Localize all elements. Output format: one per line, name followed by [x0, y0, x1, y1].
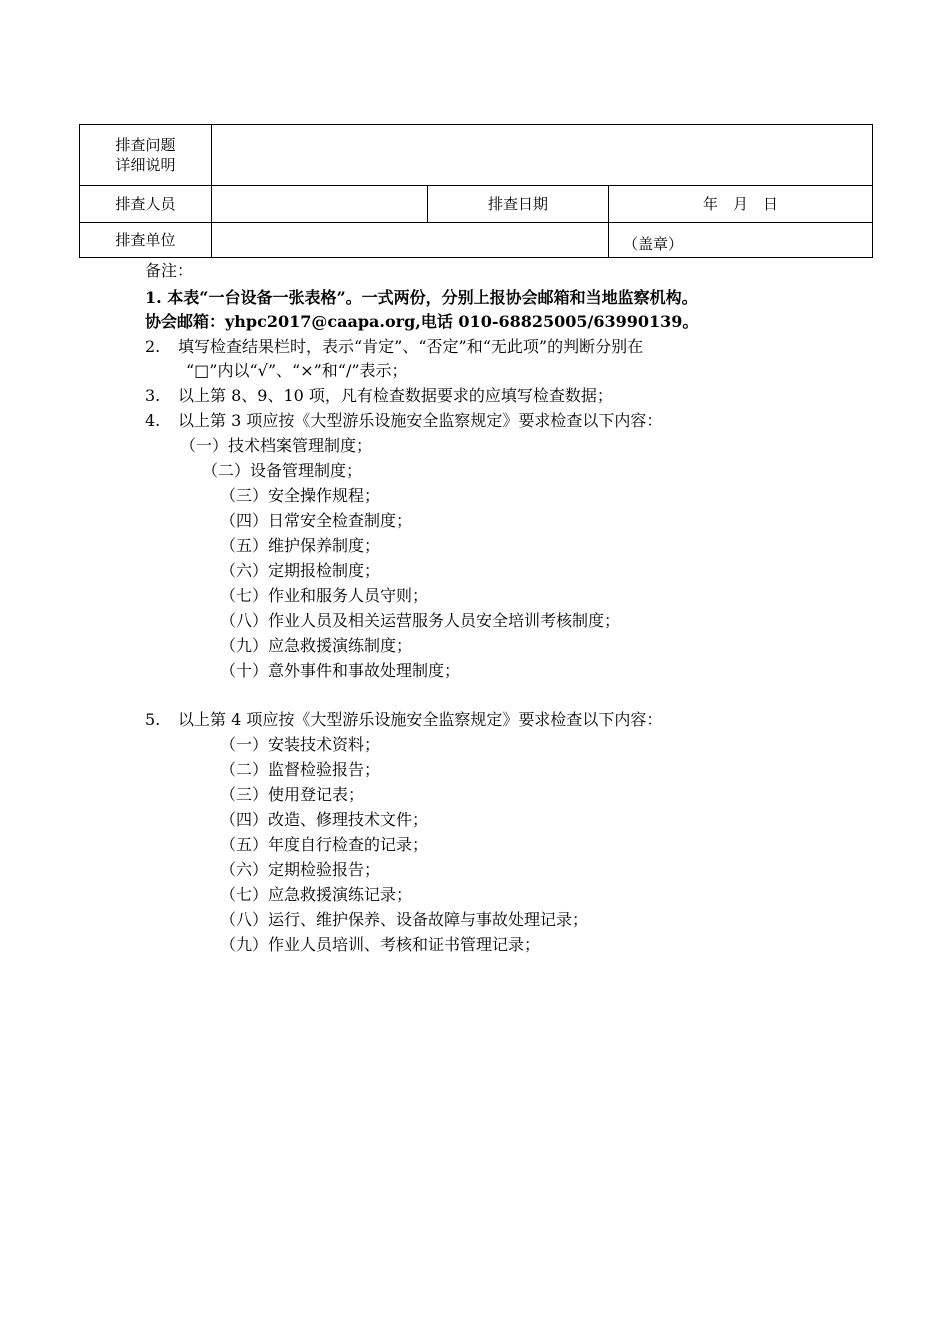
stamp-field[interactable]: （盖章）	[609, 223, 873, 258]
problem-detail-row	[80, 125, 873, 186]
unit-field[interactable]	[212, 223, 609, 258]
note-1-line-2: 协会邮箱：yhpc2017@caapa.org,电话 010-68825005/63990139。	[145, 312, 699, 331]
note-4-item: （七）作业和服务人员守则；	[220, 586, 429, 605]
note-4-number: 4.	[145, 411, 161, 430]
problem-detail-field[interactable]	[212, 125, 873, 186]
note-5-item: （三）使用登记表；	[220, 785, 365, 804]
note-5-text: 以上第 4 项应按《大型游乐设施安全监察规定》要求检查以下内容：	[178, 710, 663, 729]
note-4-item: （四）日常安全检查制度；	[220, 511, 413, 530]
inspection-date-label: 排查日期	[428, 186, 609, 223]
note-5-item: （六）定期检验报告；	[220, 860, 381, 879]
note-4-item: （五）维护保养制度；	[220, 536, 381, 555]
note-4-item: （九）应急救援演练制度；	[220, 636, 413, 655]
notes-heading: 备注：	[145, 261, 194, 280]
note-4-item: （一）技术档案管理制度；	[180, 436, 373, 455]
problem-detail-label	[80, 125, 212, 186]
inspector-date-row	[80, 186, 873, 223]
note-4-text: 以上第 3 项应按《大型游乐设施安全监察规定》要求检查以下内容：	[178, 411, 663, 430]
note-4-item: （二）设备管理制度；	[202, 461, 363, 480]
note-5-item: （八）运行、维护保养、设备故障与事故处理记录；	[220, 910, 589, 929]
note-2-line-2: “□”内以“√”、“×”和“/”表示；	[186, 361, 408, 380]
note-5-item: （五）年度自行检查的记录；	[220, 835, 429, 854]
note-5-number: 5.	[145, 710, 161, 729]
note-5-item: （二）监督检验报告；	[220, 760, 381, 779]
note-2-line-1	[145, 335, 643, 359]
unit-row	[80, 223, 873, 258]
note-4-item: （六）定期报检制度；	[220, 561, 381, 580]
note-5-item: （九）作业人员培训、考核和证书管理记录；	[220, 935, 541, 954]
note-3-number: 3.	[145, 386, 161, 405]
note-3-text: 以上第 8、9、10 项，凡有检查数据要求的应填写检查数据；	[178, 386, 613, 405]
note-4-item: （十）意外事件和事故处理制度；	[220, 661, 461, 680]
note-4	[145, 409, 662, 433]
unit-label: 排查单位	[80, 223, 212, 258]
inspection-date-field[interactable]: 年 月 日	[609, 186, 873, 223]
inspector-label: 排查人员	[80, 186, 212, 223]
inspector-field[interactable]	[212, 186, 428, 223]
note-4-item: （三）安全操作规程；	[220, 486, 381, 505]
note-3	[145, 384, 613, 408]
problem-detail-label-line2: 详细说明	[115, 156, 176, 174]
note-5	[145, 708, 662, 732]
note-4-item: （八）作业人员及相关运营服务人员安全培训考核制度；	[220, 611, 621, 630]
note-5-item: （七）应急救援演练记录；	[220, 885, 413, 904]
note-2-text: 填写检查结果栏时，表示“肯定”、“否定”和“无此项”的判断分别在	[178, 337, 644, 356]
note-2-number: 2.	[145, 337, 161, 356]
inspection-form-table	[79, 124, 873, 258]
note-5-item: （四）改造、修理技术文件；	[220, 810, 429, 829]
problem-detail-label-line1: 排查问题	[115, 136, 176, 154]
note-5-item: （一）安装技术资料；	[220, 735, 381, 754]
note-1-line-1: 1. 本表“一台设备一张表格”。一式两份，分别上报协会邮箱和当地监察机构。	[145, 288, 698, 307]
